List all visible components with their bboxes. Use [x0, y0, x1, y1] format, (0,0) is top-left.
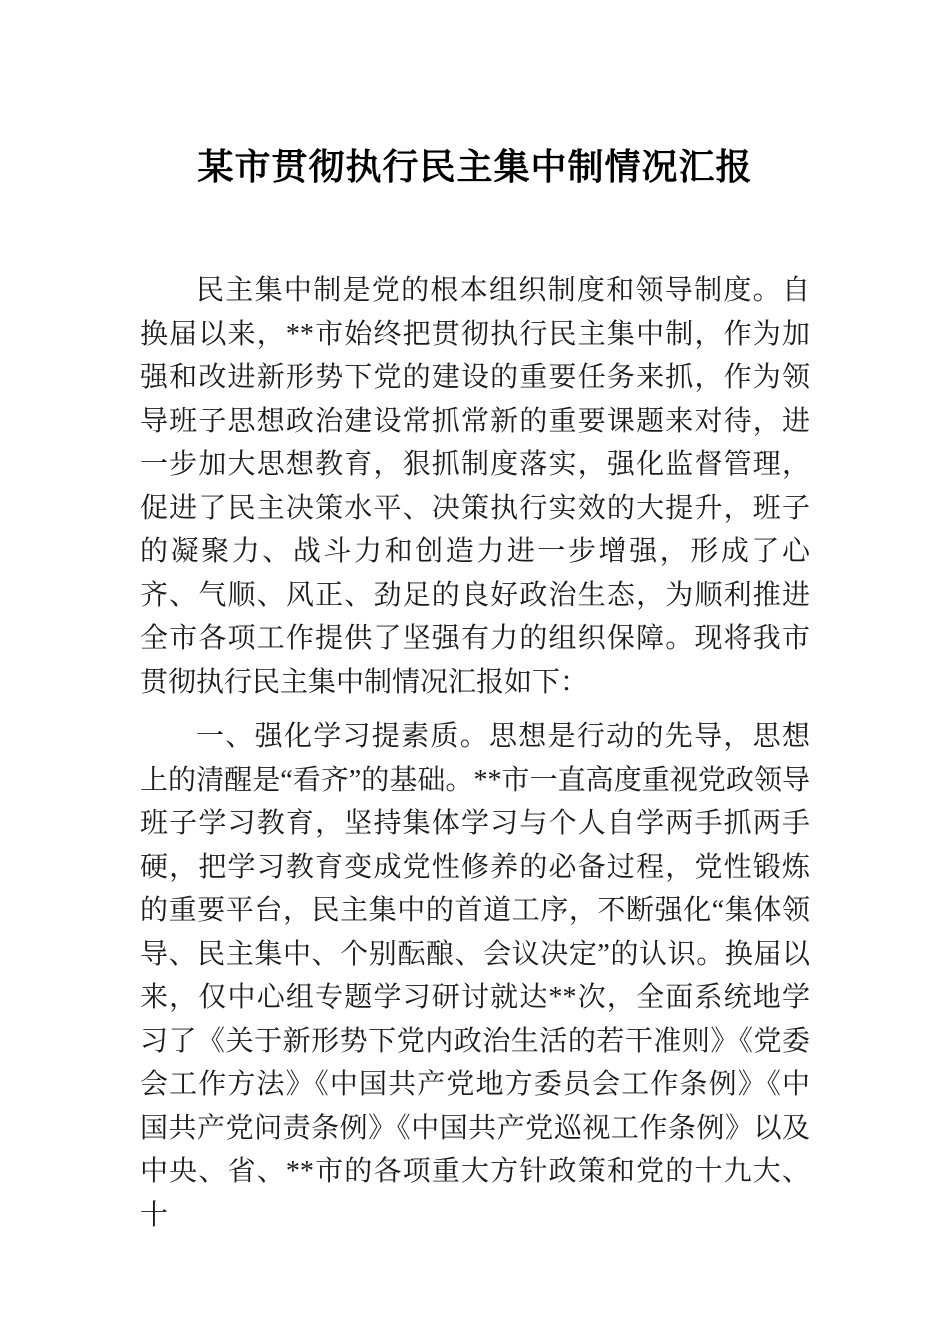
document-title: 某市贯彻执行民主集中制情况汇报	[197, 146, 753, 187]
body-paragraph-intro: 民主集中制是党的根本组织制度和领导制度。自换届以来，**市始终把贯彻执行民主集中制，作为加强和改进新形势下党的建设的重要任务来抓，作为领导班子思想政治建设常抓常新的重要课题来对待，进一步加大思想教育，狠抓制度落实，强化监督管理，促进了民主决策水平、决策执行实效的大提升，班子的凝聚力、战斗力和创造力进一步增强，形成了心齐、气顺、风正、劲足的良好政治生态，为顺利推进全市各项工作提供了坚强有力的组织保障。现将我市贯彻执行民主集中制情况汇报如下：	[140, 275, 810, 698]
document-body	[140, 269, 810, 1237]
body-paragraph-section-1: 一、强化学习提素质。思想是行动的先导，思想上的清醒是“看齐”的基础。**市一直高度重视党政领导班子学习教育，坚持集体学习与个人自学两手抓两手硬，把学习教育变成党性修养的必备过程，党性锻炼的重要平台，民主集中的首道工序，不断强化“集体领导、民主集中、个别酝酿、会议决定”的认识。换届以来，仅中心组专题学习研讨就达**次，全面系统地学习了《关于新形势下党内政治生活的若干准则》《党委会工作方法》《中国共产党地方委员会工作条例》《中国共产党问责条例》《中国共产党巡视工作条例》以及中央、省、**市的各项重大方针政策和党的十九大、十	[140, 721, 810, 1231]
